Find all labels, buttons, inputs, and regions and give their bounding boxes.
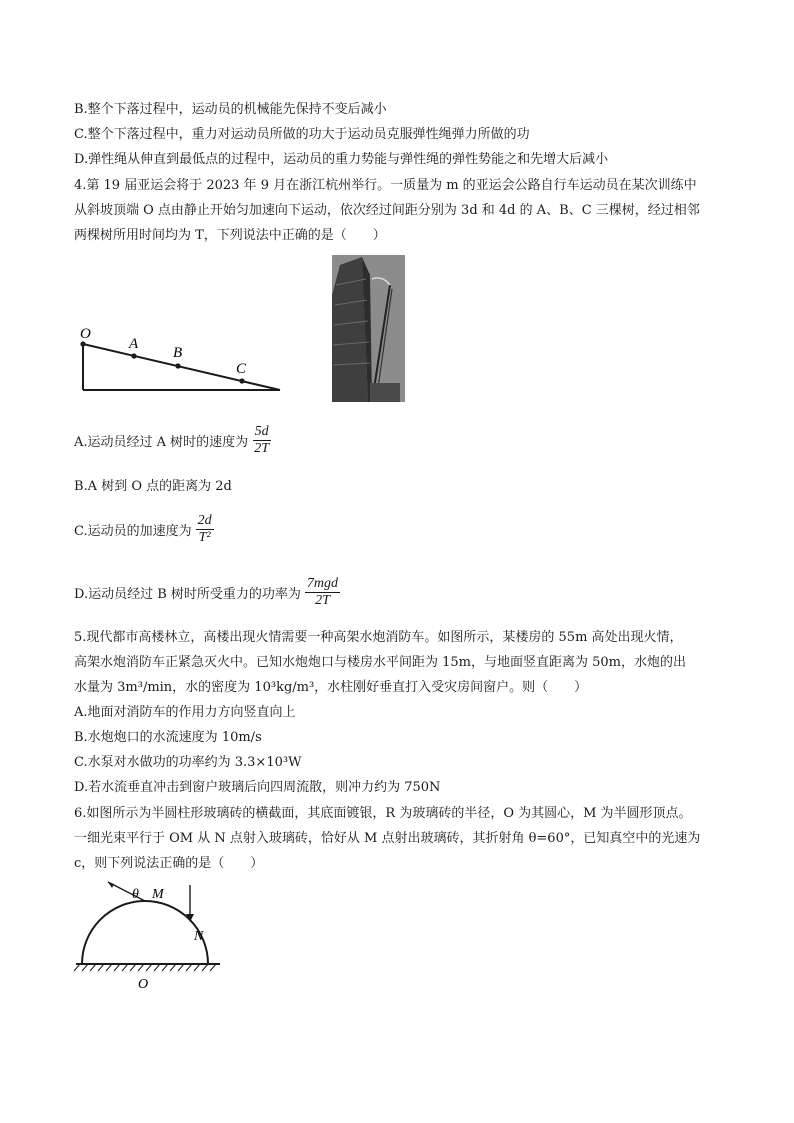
ground-hatching [74,964,216,971]
label-c: C [236,361,247,377]
fraction-numerator: 2d [197,513,212,528]
label-m: M [152,887,164,902]
label-n: N [194,929,204,944]
q5-option-d: D.若水流垂直冲击到窗户玻璃后向四周流散，则冲力约为 750N [74,780,441,795]
q3-option-c: C.整个下落过程中，重力对运动员所做的功大于运动员克服弹性绳弹力所做的功 [74,127,530,142]
q4-stem-line1: 4.第 19 届亚运会将于 2023 年 9 月在浙江杭州举行。一质量为 m 的亚运会公路自行车运动员在某次训练中 [74,178,697,193]
q3-option-b: B.整个下落过程中，运动员的机械能先保持不变后减小 [74,102,387,117]
q4-stem-line3: 两棵树所用时间均为 T，下列说法中正确的是（ ） [74,228,386,243]
point-a [131,353,136,358]
q4-option-a [74,424,271,457]
label-b: B [173,345,183,361]
fraction-denominator: T² [198,530,211,545]
glass-brick-figure [70,880,235,992]
label-o-center: O [138,977,149,992]
q4-option-c [74,513,214,546]
q6-stem-line1: 6.如图所示为半圆柱形玻璃砖的横截面，其底面镀银，R 为玻璃砖的半径，O 为其圆心，M 为半圆形顶点。 [74,806,692,821]
q4-option-a-text: A.运动员经过 A 树时的速度为 [74,435,249,450]
q5-stem-line2: 高架水炮消防车正紧急灭火中。已知水炮炮口与楼房水平间距为 15m，与地面竖直距离为 50m，水炮的出 [74,655,687,670]
q5-stem-line3: 水量为 3m³/min，水的密度为 10³kg/m³，水柱刚好垂直打入受灾房间窗户。则（ ） [74,680,588,695]
q4-option-c-text: C.运动员的加速度为 [74,524,192,539]
q5-option-b: B.水炮炮口的水流速度为 10m/s [74,730,262,745]
q5-option-a: A.地面对消防车的作用力方向竖直向上 [74,705,296,720]
label-o: O [80,326,91,342]
label-a: A [129,336,139,352]
q3-option-d: D.弹性绳从伸直到最低点的过程中，运动员的重力势能与弹性绳的弹性势能之和先增大后减小 [74,152,609,167]
semicircle-outline [82,901,208,964]
q4-option-b: B.A 树到 O 点的距离为 2d [74,479,232,494]
photo-drawing [332,255,405,402]
fraction-numerator: 5d [254,424,269,439]
theta-label: θ [132,887,139,902]
point-c [239,378,244,383]
fraction-7mgd-over-2t [305,576,340,609]
fraction-numerator: 7mgd [306,576,339,591]
q5-option-c: C.水泵对水做功的功率约为 3.3×10³W [74,755,302,770]
point-b [175,363,180,368]
fire-truck-photo [332,255,405,402]
q6-stem-line3: c，则下列说法正确的是（ ） [74,856,264,871]
slope-figure [72,318,292,396]
q5-stem-line1: 5.现代都市高楼林立，高楼出现火情需要一种高架水炮消防车。如图所示，某楼房的 55m 高处出现火情， [74,630,683,645]
fraction-2d-over-t2 [196,513,214,546]
q4-stem-line2: 从斜坡顶端 O 点由静止开始匀加速向下运动，依次经过间距分别为 3d 和 4d 的 A、B、C 三棵树，经过相邻 [74,203,700,218]
fraction-denominator: 2T [254,441,269,456]
point-o [80,341,85,346]
q4-option-d-text: D.运动员经过 B 树时所受重力的功率为 [74,587,301,602]
q4-option-d [74,576,340,609]
fraction-5d-over-2t [252,424,271,457]
q6-stem-line2: 一细光束平行于 OM 从 N 点射入玻璃砖，恰好从 M 点射出玻璃砖，其折射角 θ=60°，已知真空中的光速为 [74,831,701,846]
fraction-denominator: 2T [315,593,330,608]
